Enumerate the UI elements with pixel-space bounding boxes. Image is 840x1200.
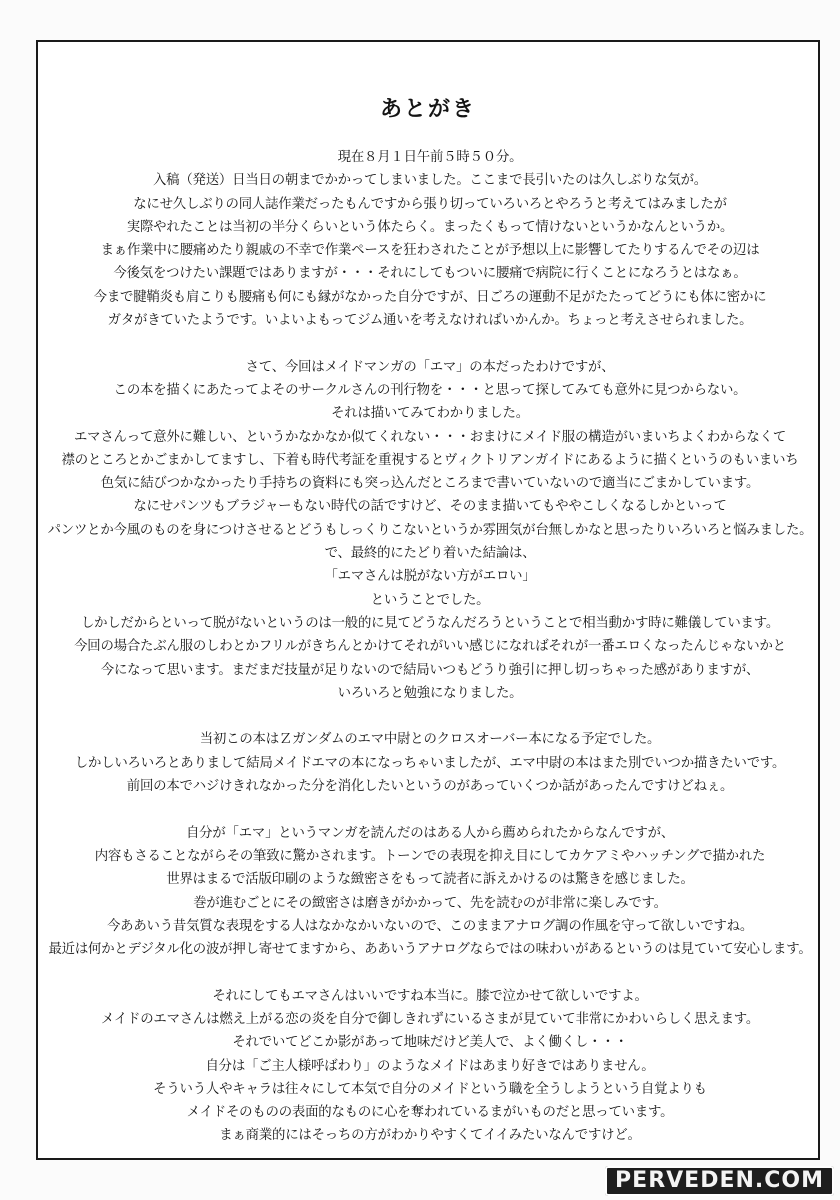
text-line: ということでした。	[370, 592, 490, 608]
text-line: 当初この本はＺガンダムのエマ中尉とのクロスオーバー本になる予定でした。	[199, 732, 661, 748]
text-line: なにせパンツもブラジャーもない時代の話ですけど、そのまま描いてもややこしくなるしかといって	[133, 499, 727, 515]
text-line: 襟のところとかごまかしてますし、下着も時代考証を重視するとヴィクトリアンガイドにあるように描くというのもいまいち	[61, 452, 799, 468]
text-line: それは描いてみてわかりました。	[331, 406, 529, 422]
text-line: いろいろと勉強になりました。	[337, 685, 523, 701]
text-line: 今後気をつけたい課題ではありますが・・・それにしてもついに腰痛で病院に行くことになろうとはなぁ。	[113, 266, 747, 282]
paragraph-gap	[46, 798, 814, 821]
text-line: 巻が進むごとにその緻密さは磨きがかかって、先を読むのが非常に楽しみです。	[193, 895, 667, 911]
text-line: パンツとか今風のものを身につけさせるとどうもしっくりこないというか雰囲気が台無しかなと思ったりいろいろと悩みました。	[47, 522, 813, 538]
afterword-title: あとがき	[379, 97, 476, 122]
text-line: 最近は何かとデジタル化の波が押し寄せてますから、ああいうアナログならではの味わいがあるというのは見ていて安心します。	[48, 942, 812, 958]
text-line: 入稿（発送）日当日の朝までかかってしまいました。ここまで長引いたのは久しぶりな気が。	[152, 173, 707, 189]
text-line: なにせ久しぶりの同人誌作業だったもんですから張り切っていろいろとやろうと考えてはみましたが	[133, 196, 727, 212]
text-line: 今ああいう昔気質な表現をする人はなかなかいないので、このままアナログ調の作風を守って欲しいですね。	[106, 918, 754, 934]
paragraph-gap	[46, 961, 814, 984]
text-line: この本を描くにあたってよそのサークルさんの刊行物を・・・と思って探してみても意外に見つからない。	[113, 382, 747, 398]
text-line: それでいてどこか影があって地味だけど美人で、よく働くし・・・	[232, 1035, 628, 1051]
text-line: 「エマさんは脱がない方がエロい」	[324, 569, 536, 585]
afterword-body	[46, 146, 814, 1148]
text-line: エマさんって意外に難しい、というかなかなか似てくれない・・・おまけにメイド服の構造がいまいちよくわからなくて	[73, 429, 787, 445]
text-line: まぁ商業的にはそっちの方がわかりやすくてイイみたいなんですけど。	[219, 1128, 641, 1144]
watermark-logo: PERVEDEN.COM	[605, 1166, 834, 1196]
text-line: ガタがきていたようです。いよいよもってジム通いを考えなければいかんか。ちょっと考えさせられました。	[107, 313, 753, 329]
afterword-frame	[36, 40, 820, 1160]
paragraph-gap	[46, 705, 814, 728]
text-line: 前回の本でハジけきれなかった分を消化したいというのがあっていくつか話があったんですけどねぇ。	[126, 779, 734, 795]
text-line: 現在８月１日午前５時５０分。	[337, 150, 523, 165]
text-line: 今になって思います。まだまだ技量が足りないので結局いつもどうり強引に押し切っちゃった感がありますが、	[100, 662, 760, 678]
text-line: 今回の場合たぶん服のしわとかフリルがきちんとかけてそれがいい感じになればそれが一番エロくなったんじゃないかと	[74, 639, 786, 655]
text-line: そういう人やキャラは往々にして本気で自分のメイドという職を全うしようという自覚よりも	[153, 1081, 707, 1097]
text-line: メイドのエマさんは燃え上がる恋の炎を自分で御しきれずにいるさまが見ていて非常にかわいらしく思えます。	[100, 1011, 760, 1027]
text-line: しかしだからといって脱がないというのは一般的に見てどうなんだろうということで相当動かす時に難儀しています。	[80, 615, 780, 631]
text-line: 実際やれたことは当初の半分くらいという体たらく。まったくもって情けないというかなんというか。	[126, 219, 734, 235]
text-line: で、最終的にたどり着いた結論は、	[324, 546, 536, 562]
text-line: 色気に結びつかなかったり手持ちの資料にも突っ込んだところまで書いていないので適当にごまかしています。	[100, 476, 760, 492]
text-line: メイドそのものの表面的なものに心を奪われているまがいものだと思っています。	[186, 1105, 674, 1121]
text-line: 自分は「ご主人様呼ばわり」のようなメイドはあまり好きではありません。	[205, 1058, 655, 1074]
text-line: しかしいろいろとありまして結局メイドエマの本になっちゃいましたが、エマ中尉の本はまた別でいつか描きたいです。	[74, 755, 786, 771]
text-line: 今まで腱鞘炎も肩こりも腰痛も何にも縁がなかった自分ですが、日ごろの運動不足がたたってどうにも体に密かに	[93, 289, 767, 305]
text-line: さて、今回はメイドマンガの「エマ」の本だったわけですが、	[245, 359, 615, 375]
text-line: まぁ作業中に腰痛めたり親戚の不幸で作業ペースを狂わされたことが予想以上に影響してたりするんでその辺は	[100, 243, 760, 259]
text-line: 内容もさることながらその筆致に驚かされます。トーンでの表現を抑え目にしてカケアミやハッチングで描かれた	[94, 848, 766, 864]
text-line: それにしてもエマさんはいいですね本当に。膝で泣かせて欲しいですよ。	[212, 988, 648, 1004]
text-line: 自分が「エマ」というマンガを読んだのはある人から薦められたからなんですが、	[185, 825, 675, 841]
text-line: 世界はまるで活版印刷のような緻密さをもって読者に訴えかけるのは驚きを感じました。	[166, 872, 694, 888]
paragraph-gap	[46, 332, 814, 355]
